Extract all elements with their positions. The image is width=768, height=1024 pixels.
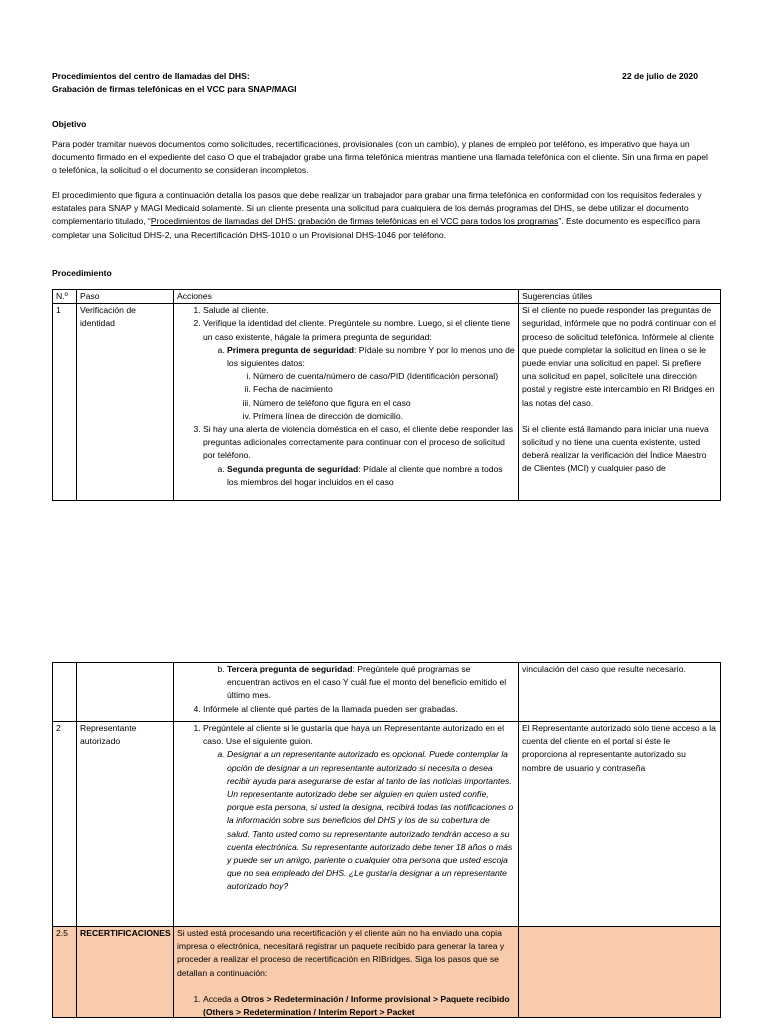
row1-step: Verificación de identidad <box>77 304 174 501</box>
row2-actions <box>174 722 519 927</box>
objetivo-paragraph-2 <box>52 189 708 242</box>
table-row <box>53 927 721 1018</box>
action-item: 2. Verifique la identidad del cliente. Pregúntele su nombre. Luego, si el cliente tiene un caso existente, hágale la primera pregunta de seguridad: a. Primera pregunta de seguridad: Pídale su nombre Y por lo menos uno de los siguientes datos: i. Número de cuenta/número de caso/PID (Identificación personal) ii. Fecha de nacimiento iii. Número de teléfono que figura en el caso iv. Primera línea de dirección de domicilio. <box>203 317 515 423</box>
row25-num: 2.5 <box>53 927 77 1018</box>
row1-num: 1 <box>53 304 77 501</box>
tip-paragraph: Si el cliente está llamando para iniciar una nueva solicitud y no tiene una cuenta existente, usted deberá realizar la verificación del Índice Maestro de Clientes (MCI) y cualquier paso de <box>522 423 709 474</box>
row25-tips <box>519 927 721 1018</box>
row25-step: RECERTIFICACIONES <box>77 927 174 1018</box>
row1-tips <box>519 304 721 501</box>
header-date: 22 de julio de 2020 <box>622 71 698 81</box>
recert-step-1: 1. Acceda a Otros > Redeterminación / Informe provisional > Paquete recibido (Others > Redetermination / Interim Report > Packet <box>203 993 515 1017</box>
action-item: 4. Infórmele al cliente qué partes de la llamada pueden ser grabadas. <box>203 703 515 716</box>
col-header-actions: Acciones <box>174 290 519 304</box>
row1-cont-step <box>77 663 174 722</box>
col-header-step: Paso <box>77 290 174 304</box>
objetivo-paragraph-1: Para poder tramitar nuevos documentos como solicitudes, recertificaciones, provisionales (con un cambio), y planes de empleo por teléfono, es imperativo que haya un documento firmado en el expediente del caso O que el trabajador grabe una firma telefónica mientras mantiene una llamada telefónica con el cliente. Sin una firma en papel o telefónica, la solicitud o el documento se consideran incompletos. <box>52 139 708 176</box>
row1-cont-actions <box>174 663 519 722</box>
row1-actions <box>174 304 519 501</box>
paragraph-2-text-start: El procedimiento que figura a continuación detalla los pasos que debe realizar un trabajador para grabar una firma telefónica en conformidad con los requisitos federales y estatales para SNAP y MAGI Medicaid solamente. Si un cliente presenta una solicitud para cualquiera de los demás programas del DHS, se debe utilizar el documento complementario titulado, “ <box>52 190 702 227</box>
list-item: iv. Primera línea de dirección de domicilio. <box>253 410 515 423</box>
col-header-num: N.º <box>53 290 77 304</box>
paragraph-2-text-end: ”. Este documento es específico para completar una Solicitud DHS-2, una Recertificación DHS-1010 o un Provisional DHS-1046 por teléfono. <box>52 216 701 240</box>
security-question-1: a. Primera pregunta de seguridad: Pídale su nombre Y por lo menos uno de los siguientes datos: i. Número de cuenta/número de caso/PID (Identificación personal) ii. Fecha de nacimiento iii. Número de teléfono que figura en el caso iv. Primera línea de dirección de domicilio. <box>227 344 515 423</box>
procedure-table-page-2 <box>52 662 721 1018</box>
table-row <box>53 663 721 722</box>
col-header-tips: Sugerencias útiles <box>519 290 721 304</box>
procedimiento-heading: Procedimiento <box>52 268 112 278</box>
action-item: 1. Salude al cliente. <box>203 304 515 317</box>
tip-paragraph: Si el cliente no puede responder las preguntas de seguridad, infórmele que no podrá continuar con el proceso de solicitud telefónica. Infórmele al cliente que puede completar la solicitud en línea o se le puede enviar una solicitud en papel. Si prefiere una solicitud en papel, solicítele una dirección postal y registre este intercambio en RI Bridges en las notas del caso. <box>522 305 716 408</box>
action-item: 3. Si hay una alerta de violencia doméstica en el caso, el cliente debe responder las preguntas adicionales correctamente para continuar con el proceso de solicitud por teléfono. a. Segunda pregunta de seguridad: Pídale al cliente que nombre a todos los miembros del hogar incluidos en el caso <box>203 423 515 489</box>
list-item: ii. Fecha de nacimiento <box>253 383 515 396</box>
row2-tips: El Representante autorizado solo tiene acceso a la cuenta del cliente en el portal si éste le proporciona al representante autorizado su nombre de usuario y contraseña <box>519 722 721 927</box>
list-item: i. Número de cuenta/número de caso/PID (Identificación personal) <box>253 370 515 383</box>
row2-num: 2 <box>53 722 77 927</box>
row2-step: Representante autorizado <box>77 722 174 927</box>
list-item: iii. Número de teléfono que figura en el caso <box>253 397 515 410</box>
document-header <box>52 70 698 96</box>
procedure-table-page-1 <box>52 289 721 501</box>
authorized-rep-script: a. Designar a un representante autorizado es opcional. Puede contemplar la opción de designar a un representante autorizado si necesita o desea recibir ayuda para asegurarse de estar al tanto de las noticias importantes. Un representante autorizado debe ser alguien en quien usted confíe, porque esta persona, si usted la designa, recibirá todas las notificaciones o la información sobre sus beneficios del DHS y los de su cobertura de salud. Tanto usted como su representante autorizado tendrán acceso a su cuenta electrónica. Su representante autorizado debe tener 18 años o más y puede ser un amigo, pariente o cualquier otra persona que usted escoja que no sea empleado del DHS. ¿Le gustaría designar a un representante autorizado hoy? <box>227 748 515 893</box>
row1-cont-tips: vinculación del caso que resulte necesario. <box>519 663 721 722</box>
header-title-line1: Procedimientos del centro de llamadas del DHS: <box>52 71 250 81</box>
row1-cont-num <box>53 663 77 722</box>
table-header-row <box>53 290 721 304</box>
header-title-line2: Grabación de firmas telefónicas en el VCC para SNAP/MAGI <box>52 84 297 95</box>
action-item: 1. Pregúntele al cliente si le gustaría que haya un Representante autorizado en el caso. Use el siguiente guion. a. Designar a un representante autorizado es opcional. Puede contemplar la opción de designar a un representante autorizado si necesita o desea recibir ayuda para asegurarse de estar al tanto de las noticias importantes. Un representante autorizado debe ser alguien en quien usted confíe, porque esta persona, si usted la designa, recibirá todas las notificaciones o la información sobre sus beneficios del DHS y los de su cobertura de salud. Tanto usted como su representante autorizado tendrán acceso a su cuenta electrónica. Su representante autorizado debe tener 18 años o más y puede ser un amigo, pariente o cualquier otra persona que usted escoja que no sea empleado del DHS. ¿Le gustaría designar a un representante autorizado hoy? <box>203 722 515 894</box>
table-row <box>53 722 721 927</box>
complementary-document-link[interactable]: Procedimientos de llamadas del DHS: grabación de firmas telefónicas en el VCC para todos los programas <box>150 216 559 227</box>
table-row <box>53 304 721 501</box>
security-question-2: a. Segunda pregunta de seguridad: Pídale al cliente que nombre a todos los miembros del hogar incluidos en el caso <box>227 463 515 489</box>
row25-actions <box>174 927 519 1018</box>
objetivo-heading: Objetivo <box>52 119 87 129</box>
recert-intro: Si usted está procesando una recertificación y el cliente aún no ha enviado una copia impresa o electrónica, necesitará registrar un paquete recibido para generar la tarea y proceder a realizar el proceso de recertificación en RIBridges. Siga los pasos que se detallan a continuación: <box>177 928 505 978</box>
security-question-3: b. Tercera pregunta de seguridad: Pregúntele qué programas se encuentran activos en el caso Y cuál fue el monto del beneficio emitido el último mes. <box>227 663 515 703</box>
